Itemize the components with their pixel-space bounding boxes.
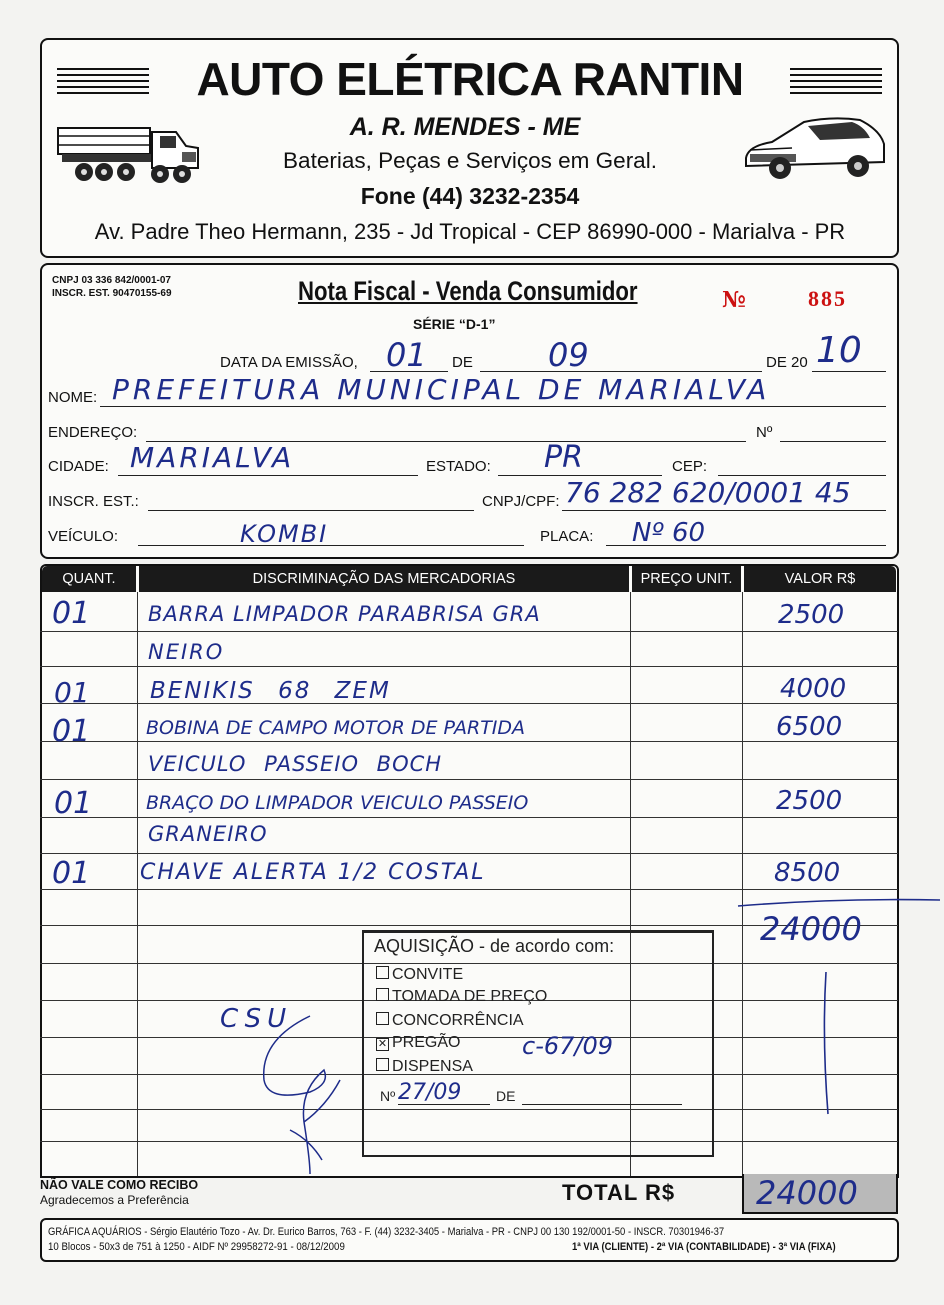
customer-box [40,263,899,559]
inscr-est-line [148,510,474,511]
month-value[interactable]: 09 [548,336,589,374]
handwritten-stroke [816,968,836,1118]
table-row-line [40,631,898,632]
stamp-n-value[interactable]: 27/09 [398,1080,462,1105]
option-convite: CONVITE [376,966,463,984]
printer-info-box [40,1218,899,1262]
subtotal-value[interactable]: 24000 [760,910,862,948]
header-discriminacao: DISCRIMINAÇÃO DAS MERCADORIAS [139,566,629,592]
nome-line [100,406,886,407]
month-line [480,371,762,372]
item-qty[interactable]: 01 [54,676,90,709]
doc-title: Nota Fiscal - Venda Consumidor [298,276,638,306]
annotation-csu[interactable]: CSU [220,1004,293,1034]
option-tomada-preco: TOMADA DE PREÇO [376,988,547,1006]
placa-value[interactable]: Nº 60 [632,518,706,548]
item-value[interactable]: 8500 [774,858,841,888]
address: Av. Padre Theo Hermann, 235 - Jd Tropical - CEP 86990-000 - Marialva - PR [94,219,846,244]
cidade-value[interactable]: MARIALVA [130,441,295,474]
total-value[interactable]: 24000 [756,1174,858,1212]
agradecemos: Agradecemos a Preferência [40,1193,189,1207]
checkbox-icon[interactable] [376,1012,389,1025]
label-placa: PLACA: [540,528,594,545]
label-cnpj-cpf: CNPJ/CPF: [482,493,560,510]
pregao-note[interactable]: c-67/09 [522,1032,614,1060]
checkbox-icon[interactable] [376,966,389,979]
item-qty[interactable]: 01 [54,786,93,821]
table-row-line [40,666,898,667]
tagline: Baterias, Peças e Serviços em Geral. [283,148,657,173]
option-pregao: ✕ PREGÃO [377,1034,461,1051]
label-numero: Nº [756,424,773,441]
decorative-lines-left [57,68,149,98]
checkbox-icon[interactable] [376,1058,389,1071]
item-desc[interactable]: CHAVE ALERTA 1/2 COSTAL [140,860,486,885]
label-de1: DE [452,354,473,371]
nome-value[interactable]: PREFEITURA MUNICIPAL DE MARIALVA [112,373,771,406]
veiculo-line [138,545,524,546]
cnpj-cpf-line [562,510,886,511]
cnpj: CNPJ 03 336 842/0001-07 [52,275,171,286]
item-desc[interactable]: GRANEIRO [148,822,268,846]
year-value[interactable]: 10 [816,330,862,371]
label-cidade: CIDADE: [48,458,109,475]
stamp-de-line [522,1104,682,1105]
label-endereco: ENDEREÇO: [48,424,138,441]
label-veiculo: VEÍCULO: [48,528,119,545]
item-value[interactable]: 2500 [776,786,843,816]
label-de2: DE 20 [766,354,808,371]
stamp-de-label: DE [496,1088,516,1104]
item-qty[interactable]: 01 [52,714,91,749]
col-divider-3 [742,592,743,1176]
inscr-est: INSCR. EST. 90470155-69 [52,288,172,299]
stamp-n-label: Nº [380,1088,396,1104]
numero-line [780,441,886,442]
decorative-lines-right [790,68,882,98]
doc-number: 885 [808,286,847,311]
veiculo-value[interactable]: KOMBI [240,520,329,548]
table-row-line [40,853,898,854]
item-qty[interactable]: 01 [52,596,91,631]
stamp-title: AQUISIÇÃO - de acordo com: [374,936,615,956]
label-nome: NOME: [48,389,98,406]
item-desc[interactable]: BENIKIS 68 ZEM [150,678,391,704]
option-dispensa: DISPENSA [376,1058,473,1076]
label-cep: CEP: [672,458,708,475]
table-row-line [40,779,898,780]
company-name: AUTO ELÉTRICA RANTIN [196,53,744,105]
item-desc[interactable]: BOBINA DE CAMPO MOTOR DE PARTIDA [146,717,526,739]
table-row-line [40,741,898,742]
header-valor: VALOR R$ [744,566,896,592]
item-value[interactable]: 6500 [776,712,843,742]
owner-name: A. R. MENDES - ME [349,113,581,141]
table-row-line [40,889,898,890]
number-symbol: № [722,287,746,313]
item-desc[interactable]: BRAÇO DO LIMPADOR VEICULO PASSEIO [146,792,529,814]
label-data-emissao: DATA DA EMISSÃO, [220,354,358,371]
cidade-line [118,475,418,476]
checkbox-icon[interactable] [376,988,389,1001]
item-qty[interactable]: 01 [52,856,91,891]
truck-icon [56,118,202,188]
checked-checkbox-icon[interactable]: ✕ [377,1038,388,1050]
table-row-line [40,817,898,818]
label-inscr-est: INSCR. EST.: [48,493,139,510]
year-line [812,371,886,372]
item-desc[interactable]: NEIRO [148,640,225,664]
nao-vale-recibo: NÃO VALE COMO RECIBO [40,1178,199,1192]
printer-line-1: GRÁFICA AQUÁRIOS - Sérgio Elautério Tozo - Av. Dr. Eurico Barros, 763 - F. (44) 3232-3405 - Marialva - PR - CNPJ 00 130 192/0001-50 - INSCR. 70301946-37 [48,1226,725,1238]
header-preco-unit: PREÇO UNIT. [632,566,741,592]
car-icon [742,114,888,186]
option-concorrencia: CONCORRÊNCIA [376,1012,524,1030]
item-desc[interactable]: BARRA LIMPADOR PARABRISA GRA [148,602,541,626]
phone: Fone (44) 3232-2354 [360,183,580,209]
header-quant: QUANT. [42,566,136,592]
estado-value[interactable]: PR [544,440,583,475]
total-label: TOTAL R$ [562,1180,676,1205]
doc-serie: SÉRIE “D-1” [413,316,496,332]
signature [250,1010,360,1180]
label-estado: ESTADO: [426,458,491,475]
item-desc[interactable]: VEICULO PASSEIO BOCH [148,752,443,776]
item-value[interactable]: 4000 [780,674,847,704]
printer-line-2-right: 1ª VIA (CLIENTE) - 2ª VIA (CONTABILIDADE) - 3ª VIA (FIXA) [572,1241,836,1253]
day-value[interactable]: 01 [386,336,427,374]
printer-line-2-left: 10 Blocos - 50x3 de 751 à 1250 - AIDF Nº 29958272-91 - 08/12/2009 [48,1241,345,1253]
item-value[interactable]: 2500 [778,600,845,630]
cnpj-cpf-value[interactable]: 76 282 620/0001 45 [565,476,851,509]
col-divider-1 [137,592,138,1176]
